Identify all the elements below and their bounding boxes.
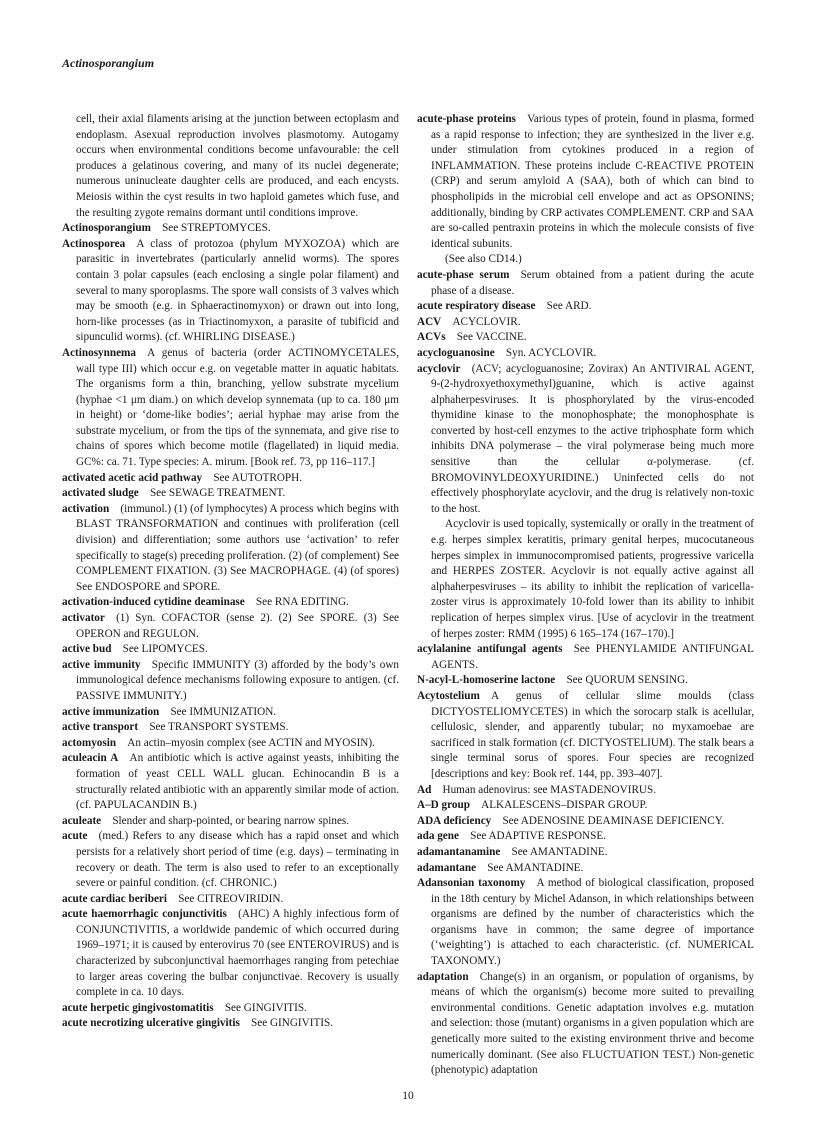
dictionary-entry [417,330,754,346]
entry-headword: acute respiratory disease [417,300,536,313]
entry-definition: Human adenovirus: see MASTADENOVIRUS. [442,783,657,796]
dictionary-entry [62,595,399,611]
dictionary-entry [417,362,754,518]
entry-definition: ACYCLOVIR. [452,315,521,328]
entry-headword: acute-phase serum [417,268,510,281]
dictionary-entry [62,829,399,891]
dictionary-entry [417,112,754,252]
dictionary-entry [62,1016,399,1032]
dictionary-entry [62,907,399,1001]
dictionary-entry [62,346,399,471]
entry-headword: Adansonian taxonomy [417,877,526,890]
dictionary-entry [62,642,399,658]
dictionary-entry [62,705,399,721]
entry-headword: actomyosin [62,736,117,749]
entry-headword: acycloguanosine [417,346,495,359]
dictionary-entry [417,861,754,877]
entry-definition: Acyclovir is used topically, systemically or orally in the treatment of e.g. herpes simplex keratitis, primary genital herpes, mucocutaneous herpes simplex in immunocompromised patients, progressive varicella and HERPES ZOSTER. Acyclovir is not equally active against all alphaherpesviruses – its ability to inhibit the replication of varicella-zoster virus is approximately 10-fold lower than its ability to inhibit replication of herpes simplex virus. [Use of acyclovir in the treatment of herpes zoster: RMM (1995) 6 165–174 (167–170).] [431,518,754,640]
dictionary-entry [417,689,754,783]
dictionary-entry [417,642,754,673]
dictionary-entry [417,252,754,268]
entry-definition: (med.) Refers to any disease which has a rapid onset and which persists for a relatively short period of time (e.g. days) – terminating in recovery or death. The term is also used to refer to an exceptionally severe or painful condition. (cf. CHRONIC.) [76,830,399,890]
entry-headword: Acytostelium [417,689,480,702]
dictionary-entry [62,471,399,487]
entry-headword: active transport [62,721,139,734]
entry-definition: (1) Syn. COFACTOR (sense 2). (2) See SPORE. (3) See OPERON and REGULON. [76,612,399,640]
entry-headword: acute necrotizing ulcerative gingivitis [62,1017,240,1030]
entry-headword: Ad [417,783,432,796]
entry-definition: See GINGIVITIS. [224,1001,307,1014]
dictionary-entry [417,845,754,861]
dictionary-entry [417,970,754,1079]
entry-definition: See AMANTADINE. [511,845,608,858]
entry-headword: acute [62,830,88,843]
entry-headword: ACV [417,315,442,328]
entry-definition: See PHENYLAMIDE ANTIFUNGAL AGENTS. [431,643,754,671]
entry-headword: acute haemorrhagic conjunctivitis [62,908,227,921]
entry-headword: Actinosporangium [62,222,151,235]
entry-definition: (immunol.) (1) (of lymphocytes) A process which begins with BLAST TRANSFORMATION and continues with proliferation (cell division) and differentiation; some authors use ‘activation’ to refer specifically to stage(s) preceding proliferation. (2) (of complement) See COMPLEMENT FIXATION. (3) See MACROPHAGE. (4) (of spores) See ENDOSPORE and SPORE. [76,502,399,593]
entry-definition: Change(s) in an organism, or population of organisms, by means of which the organism(s) become more suited to prevailing environmental conditions. Genetic adaptation involves e.g. mutation and selection: those (mutant) organisms in a given population which are genetically more suited to the existing environment thrive and become numerically dominant. (See also FLUCTUATION TEST.) Non-genetic (phenotypic) adaptation [431,970,754,1077]
dictionary-entry [62,502,399,596]
dictionary-entry [417,783,754,799]
running-head: Actinosporangium [62,56,155,70]
entry-headword: acute cardiac beriberi [62,892,168,905]
entry-definition: An actin–myosin complex (see ACTIN and MYOSIN). [127,736,375,749]
entry-definition: See RNA EDITING. [255,596,349,609]
dictionary-entry [62,658,399,705]
dictionary-entry [417,315,754,331]
entry-headword: aculeate [62,814,102,827]
dictionary-entry [62,221,399,237]
left-column [62,112,399,1032]
dictionary-entry [417,299,754,315]
entry-definition: (ACV; acycloguanosine; Zovirax) An ANTIVIRAL AGENT, 9-(2-hydroxyethoxymethyl)guanine, which is active against alphaherpesviruses. It is phosphorylated by the virus-encoded thymidine kinase to the monophosphate; the monophosphate is converted by host-cell enzymes to the active triphosphate form which inhibits DNA polymerase – the viral polymerase being much more sensitive than the cellular α-polymerase. (cf. BROMOVINYLDEOXYURIDINE.) Uninfected cells do not effectively phosphorylate acyclovir, and the drug is relatively non-toxic to the host. [431,362,754,515]
entry-headword: ACVs [417,331,446,344]
entry-definition: See IMMUNIZATION. [170,705,277,718]
entry-headword: Actinosynnema [62,346,136,359]
dictionary-entry [417,673,754,689]
entry-definition: A class of protozoa (phylum MYXOZOA) which are parasitic in invertebrates (particularly annelid worms). The spores contain 3 polar capsules (each enclosing a single polar filament) and several to many sporoplasms. The spore wall consists of 3 valves which may be smooth (e.g. in Sphaeractinomyxon) or drawn out into long, horn-like processes (as in Triactinomyxon, a parasite of tubificid and sipunculid worms). (cf. WHIRLING DISEASE.) [76,237,399,344]
entry-definition: An antibiotic which is active against yeasts, inhibiting the formation of yeast CELL WALL glucan. Echinocandin B is a structurally related antibiotic with an apparently similar mode of action. (cf. PAPULACANDIN B.) [76,752,399,812]
dictionary-entry [417,517,754,642]
dictionary-entry [417,798,754,814]
entry-headword: activated sludge [62,487,139,500]
entry-definition: A genus of bacteria (order ACTINOMYCETALES, wall type III) which occur e.g. on vegetable matter in aquatic habitats. The organisms form a thin, branching, yellow substrate mycelium (hyphae <1 μm diam.) on which develop synnemata (up to ca. 180 μm in height) or ‘dome-like bodies’; aerial hyphae may arise from the substrate mycelium, or from the tips of the synnemata, and give rise to chains of spores which become motile (flagellated) in liquid media. GC%: ca. 71. Type species: A. mirum. [Book ref. 73, pp 116–117.] [76,346,399,469]
dictionary-entry [62,751,399,813]
dictionary-entry [417,268,754,299]
entry-headword: adaptation [417,970,469,983]
entry-definition: See ADENOSINE DEAMINASE DEFICIENCY. [502,814,725,827]
entry-headword: adamantanamine [417,845,501,858]
entry-headword: active immunization [62,705,160,718]
entry-headword: activation [62,502,110,515]
entry-headword: acute-phase proteins [417,113,516,125]
entry-definition: See QUORUM SENSING. [566,674,688,687]
entry-definition: ALKALESCENS–DISPAR GROUP. [481,799,648,812]
entry-definition: Serum obtained from a patient during the acute phase of a disease. [431,268,754,297]
entry-definition: See AMANTADINE. [487,861,584,874]
entry-definition: See ADAPTIVE RESPONSE. [470,830,606,843]
entry-definition: Specific IMMUNITY (3) afforded by the body’s own immunological defence mechanisms following exposure to antigen. (cf. PASSIVE IMMUNITY.) [76,658,399,702]
entry-headword: acute herpetic gingivostomatitis [62,1001,214,1014]
page-number: 10 [402,1090,414,1102]
dictionary-entry [62,1001,399,1017]
entry-definition: See LIPOMYCES. [122,643,208,656]
entry-headword: adamantane [417,861,477,874]
entry-definition: See SEWAGE TREATMENT. [149,487,286,500]
entry-definition: See CITREOVIRIDIN. [178,892,284,905]
entry-headword: active immunity [62,658,141,671]
entry-definition: Various types of protein, found in plasma, formed as a rapid response to infection; they are synthesized in the liver e.g. under stimulation from cytokines produced in a region of INFLAMMATION. These proteins include C-REACTIVE PROTEIN (CRP) and serum amyloid A (SAA), both of which can bind to phospholipids in the microbial cell envelope and act as OPSONINS; additionally, binding by CRP activates COMPLEMENT. CRP and SAA are so-called pentraxin proteins in which the molecule consists of five identical subunits. [431,113,754,250]
right-column [417,112,754,1079]
left-entry-list [62,221,399,1032]
entry-headword: acylalanine antifungal agents [417,643,563,656]
entry-headword: Actinosporea [62,237,126,250]
entry-headword: ada gene [417,830,459,843]
dictionary-entry [417,829,754,845]
entry-headword: A–D group [417,799,470,812]
dictionary-entry [62,720,399,736]
entry-definition: See ARD. [546,300,592,313]
entry-headword: activated acetic acid pathway [62,471,203,484]
dictionary-entry [62,892,399,908]
right-entry-list [417,112,754,1079]
dictionary-entry [417,876,754,970]
entry-headword: aculeacin A [62,752,119,765]
entry-definition: A method of biological classification, proposed in the 18th century by Michel Adanson, in which relationships between organisms are defined by the number of characteristics which the organisms have in common; the same degree of importance (‘weighting’) is attached to each characteristic. (cf. NUMERICAL TAXONOMY.) [431,877,754,968]
dictionary-entry [62,237,399,346]
entry-definition: (See also CD14.) [445,253,522,266]
entry-headword: activator [62,612,105,624]
entry-definition: Syn. ACYCLOVIR. [505,346,597,359]
entry-definition: See AUTOTROPH. [213,471,303,484]
entry-definition: See GINGIVITIS. [251,1017,334,1030]
dictionary-entry [62,814,399,830]
entry-headword: active bud [62,643,112,656]
dictionary-entry [417,814,754,830]
continuation-text: cell, their axial filaments arising at the junction between ectoplasm and endoplasm. Asexual reproduction involves plasmotomy. Autogamy occurs when environmental conditions become unfavourable: the cell produces a gelatinous covering, and many of its nuclei degenerate; numerous uninucleate daughter cells are produced, and each encysts. Meiosis within the cyst results in two haploid gametes which fuse, and the resulting zygote remains dormant until conditions improve. [76,113,399,219]
entry-definition: (AHC) A highly infectious form of CONJUNCTIVITIS, a worldwide pandemic of which occurred during 1969–1971; it is caused by enterovirus 70 (see ENTEROVIRUS) and is characterized by subconjunctival haemorrhages ranging from petechiae to larger areas covering the bulbar conjunctivae. Recovery is usually complete in ca. 10 days. [76,908,399,999]
dictionary-entry [62,486,399,502]
entry-definition: A genus of cellular slime moulds (class DICTYOSTELIOMYCETES) in which the sorocarp stalk is acellular, cellulosic, slender, and apparently tubular; no myxamoebae are sacrificed in stalk formation (cf. DICTYOSTELIUM). The stalk bears a single terminal sorus of spores. Four species are recognized [descriptions and key: Book ref. 144, pp. 393–407]. [431,689,754,780]
entry-headword: N-acyl-L-homoserine lactone [417,674,556,687]
entry-definition: See VACCINE. [456,331,527,344]
entry-headword: ADA deficiency [417,814,492,827]
dictionary-entry [62,736,399,752]
entry-definition: See STREPTOMYCES. [162,222,271,235]
entry-headword: activation-induced cytidine deaminase [62,596,245,609]
entry-headword: acyclovir [417,362,461,375]
entry-definition: See TRANSPORT SYSTEMS. [149,721,289,734]
dictionary-entry [417,346,754,362]
entry-definition: Slender and sharp-pointed, or bearing narrow spines. [112,814,350,827]
dictionary-entry [62,611,399,642]
